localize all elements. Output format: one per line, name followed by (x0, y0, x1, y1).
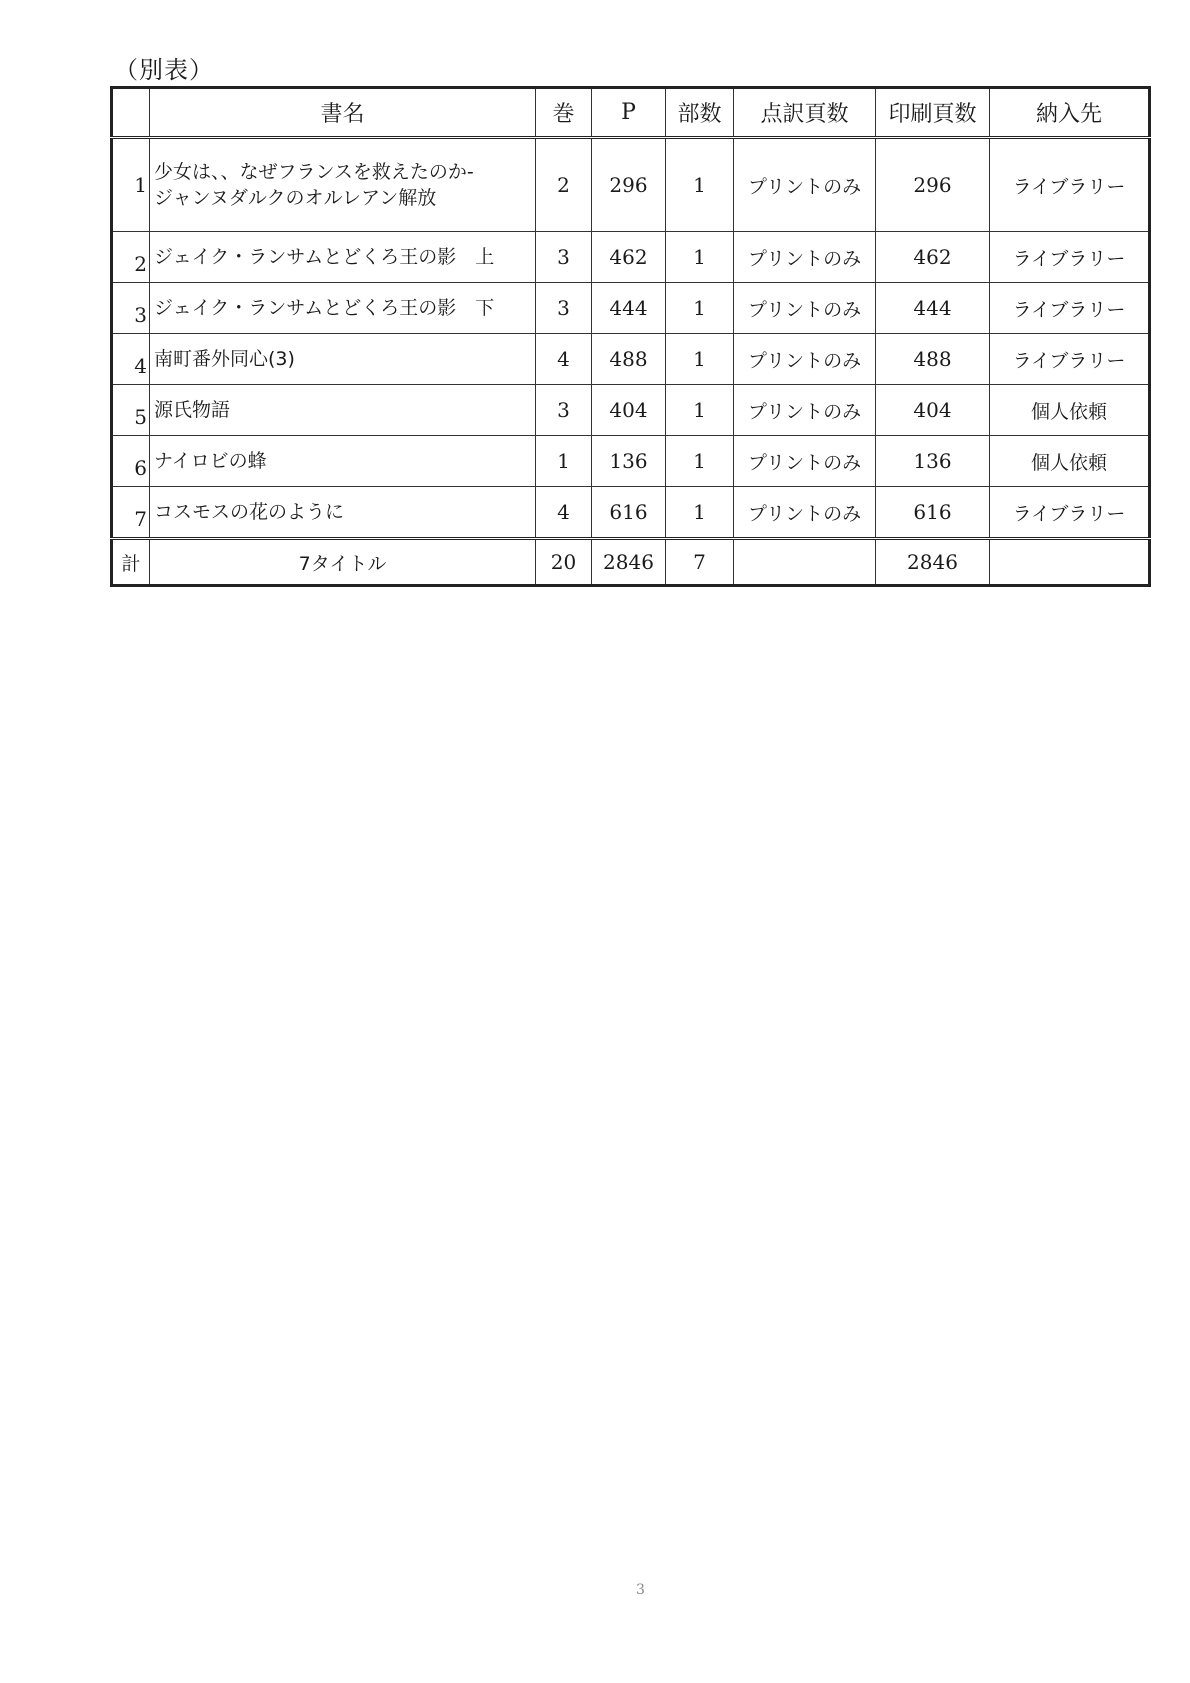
pages-cell: 616 (592, 487, 666, 539)
table-row (112, 283, 1150, 334)
header-print-pages: 印刷頁数 (876, 88, 990, 138)
pages-cell: 404 (592, 385, 666, 436)
volumes-cell: 3 (536, 385, 592, 436)
table-row (112, 385, 1150, 436)
copies-cell: 1 (666, 232, 734, 283)
book-title: 南町番外同心(3) (150, 334, 536, 385)
header-no (112, 88, 150, 138)
print-pages-cell: 296 (876, 138, 990, 232)
table-row (112, 436, 1150, 487)
row-number: 3 (112, 283, 150, 334)
header-copies: 部数 (666, 88, 734, 138)
copies-cell: 1 (666, 283, 734, 334)
header-title: 書名 (150, 88, 536, 138)
destination-cell: ライブラリー (990, 334, 1150, 385)
row-number: 1 (112, 138, 150, 232)
copies-cell: 1 (666, 436, 734, 487)
pages-cell: 462 (592, 232, 666, 283)
table-row (112, 334, 1150, 385)
pages-cell: 444 (592, 283, 666, 334)
volumes-cell: 3 (536, 232, 592, 283)
page-number-mark: 3 (636, 1582, 645, 1598)
row-number: 2 (112, 232, 150, 283)
total-row (112, 539, 1150, 586)
total-label: 計 (112, 539, 150, 586)
volumes-cell: 4 (536, 334, 592, 385)
book-title-line: 少女は、、なぜフランスを救えたのか- (154, 161, 474, 183)
braille-pages-cell: プリントのみ (734, 283, 876, 334)
braille-pages-cell: プリントのみ (734, 436, 876, 487)
print-pages-cell: 488 (876, 334, 990, 385)
print-pages-cell: 616 (876, 487, 990, 539)
book-title: ジェイク・ランサムとどくろ王の影 上 (150, 232, 536, 283)
total-braille-pages (734, 539, 876, 586)
destination-cell: 個人依頼 (990, 436, 1150, 487)
row-number: 4 (112, 334, 150, 385)
copies-cell: 1 (666, 385, 734, 436)
pages-cell: 296 (592, 138, 666, 232)
header-volumes: 巻 (536, 88, 592, 138)
total-destination (990, 539, 1150, 586)
row-number: 7 (112, 487, 150, 539)
table-row (112, 138, 1150, 232)
braille-pages-cell: プリントのみ (734, 334, 876, 385)
total-print-pages: 2846 (876, 539, 990, 586)
book-title: 源氏物語 (150, 385, 536, 436)
table-header-row (112, 88, 1150, 138)
volumes-cell: 2 (536, 138, 592, 232)
copies-cell: 1 (666, 334, 734, 385)
destination-cell: ライブラリー (990, 487, 1150, 539)
header-braille-pages: 点訳頁数 (734, 88, 876, 138)
pages-cell: 488 (592, 334, 666, 385)
book-title: コスモスの花のように (150, 487, 536, 539)
braille-pages-cell: プリントのみ (734, 232, 876, 283)
book-title: ジェイク・ランサムとどくろ王の影 下 (150, 283, 536, 334)
braille-pages-cell: プリントのみ (734, 138, 876, 232)
total-pages: 2846 (592, 539, 666, 586)
print-pages-cell: 444 (876, 283, 990, 334)
row-number: 5 (112, 385, 150, 436)
table-row (112, 232, 1150, 283)
print-pages-cell: 404 (876, 385, 990, 436)
volumes-cell: 3 (536, 283, 592, 334)
total-volumes: 20 (536, 539, 592, 586)
total-copies: 7 (666, 539, 734, 586)
row-number: 6 (112, 436, 150, 487)
book-table-container (110, 86, 1148, 587)
header-pages: P (592, 88, 666, 138)
destination-cell: 個人依頼 (990, 385, 1150, 436)
volumes-cell: 4 (536, 487, 592, 539)
volumes-cell: 1 (536, 436, 592, 487)
copies-cell: 1 (666, 487, 734, 539)
braille-pages-cell: プリントのみ (734, 385, 876, 436)
print-pages-cell: 462 (876, 232, 990, 283)
print-pages-cell: 136 (876, 436, 990, 487)
braille-pages-cell: プリントのみ (734, 487, 876, 539)
book-list-table (110, 86, 1151, 587)
book-title: ナイロビの蜂 (150, 436, 536, 487)
book-title (150, 138, 536, 232)
destination-cell: ライブラリー (990, 138, 1150, 232)
page-title: （別表） (114, 56, 214, 84)
destination-cell: ライブラリー (990, 283, 1150, 334)
copies-cell: 1 (666, 138, 734, 232)
book-title-line: ジャンヌダルクのオルレアン解放 (154, 187, 437, 209)
total-titles: 7タイトル (150, 539, 536, 586)
table-row (112, 487, 1150, 539)
header-destination: 納入先 (990, 88, 1150, 138)
destination-cell: ライブラリー (990, 232, 1150, 283)
pages-cell: 136 (592, 436, 666, 487)
